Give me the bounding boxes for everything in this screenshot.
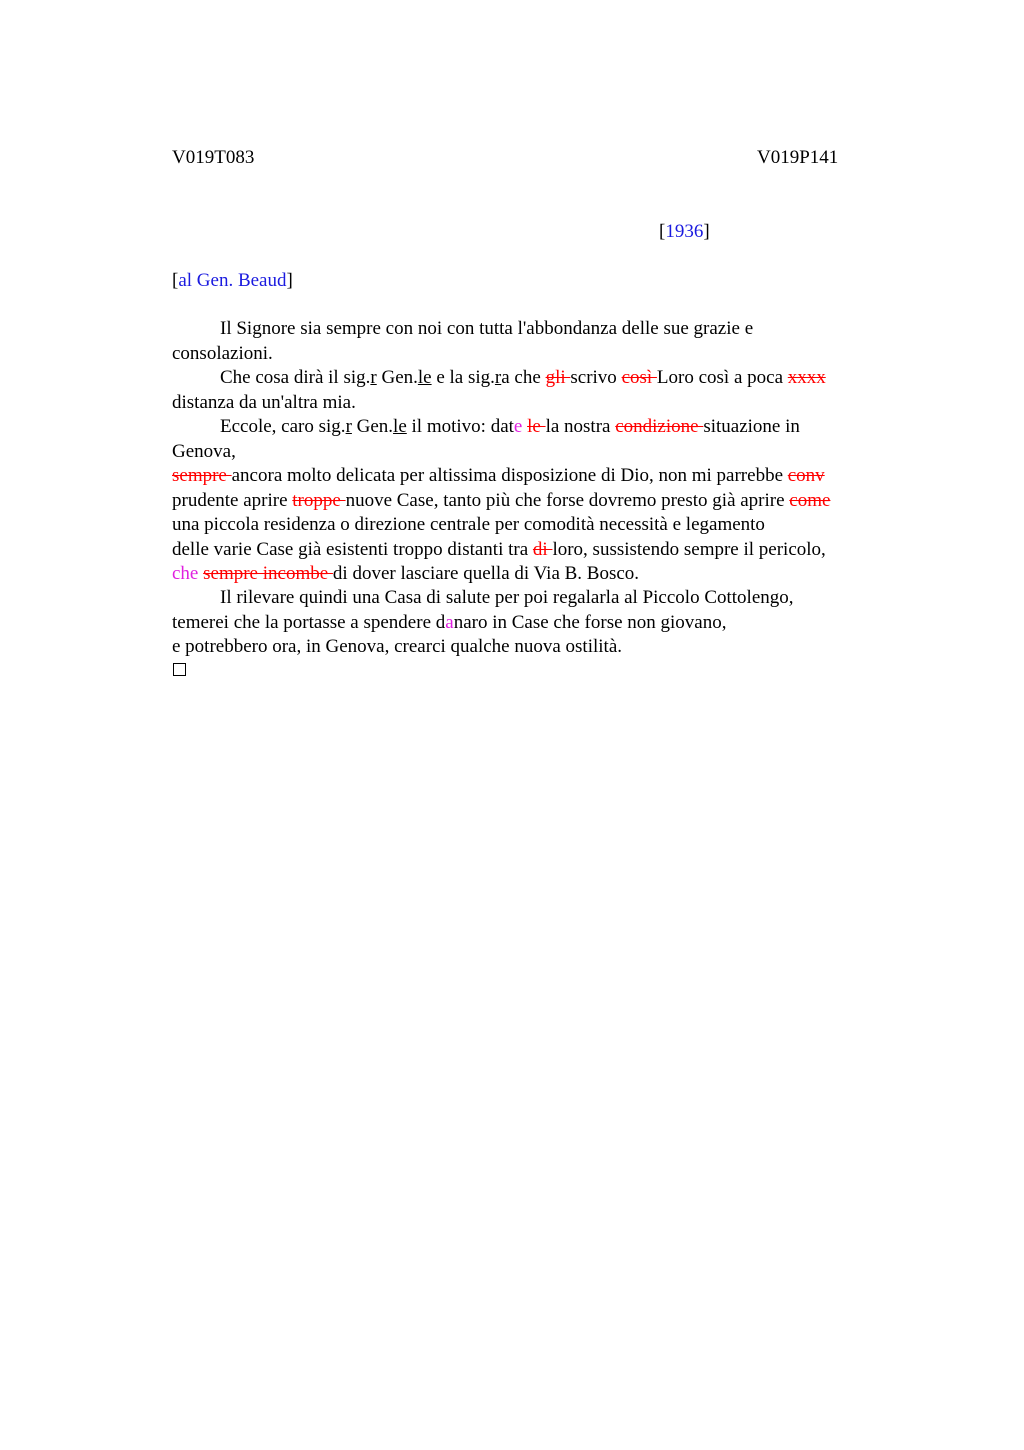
body-line-13: temerei che la portasse a spendere danaro in Case che forse non giovano,: [172, 612, 727, 633]
date-bracket: [1936]: [659, 221, 710, 242]
deleted-text: xxxx: [787, 367, 826, 388]
inserted-text: e: [513, 416, 523, 437]
deleted-text: di: [532, 539, 553, 560]
date-value: 1936: [665, 221, 704, 242]
end-square-icon: [173, 663, 186, 676]
deleted-text: sempre: [172, 465, 232, 486]
inserted-text: a: [445, 612, 454, 633]
body-line-8: prudente aprire troppe nuove Case, tanto più che forse dovremo presto già aprire come: [172, 490, 831, 511]
deleted-text: così: [621, 367, 657, 388]
body-line-6: Genova,: [172, 441, 236, 462]
recipient-value: al Gen. Beaud: [178, 270, 287, 291]
body-line-3: Che cosa dirà il sig.r Gen.le e la sig.ra che gli scrivo così Loro così a poca xxxx: [220, 367, 826, 388]
body-line-7: sempre ancora molto delicata per altissima disposizione di Dio, non mi parrebbe conv: [172, 465, 825, 486]
body-line-11: che sempre incombe di dover lasciare quella di Via B. Bosco.: [172, 563, 640, 584]
deleted-text: le: [527, 416, 546, 437]
body-line-14: e potrebbero ora, in Genova, crearci qualche nuova ostilità.: [172, 636, 623, 657]
body-line-5: Eccole, caro sig.r Gen.le il motivo: date le la nostra condizione situazione in: [220, 416, 800, 437]
deleted-text: troppe: [292, 490, 346, 511]
recipient: [al Gen. Beaud]: [172, 270, 293, 291]
inserted-text: che: [172, 563, 199, 584]
right-code: V019P141: [757, 147, 839, 168]
deleted-text: come: [789, 490, 831, 511]
deleted-text: gli: [545, 367, 571, 388]
body-line-1: Il Signore sia sempre con noi con tutta l'abbondanza delle sue grazie e: [220, 318, 754, 339]
deleted-text: conv: [787, 465, 825, 486]
body-line-9: una piccola residenza o direzione centrale per comodità necessità e legamento: [172, 514, 765, 535]
deleted-text: sempre incombe: [203, 563, 333, 584]
body-line-2: consolazioni.: [172, 343, 273, 364]
deleted-text: condizione: [615, 416, 704, 437]
body-line-4: distanza da un'altra mia.: [172, 392, 356, 413]
body-line-10: delle varie Case già esistenti troppo distanti tra di loro, sussistendo sempre il pericolo,: [172, 539, 826, 560]
left-code: V019T083: [172, 147, 255, 168]
body-line-12: Il rilevare quindi una Casa di salute per poi regalarla al Piccolo Cottolengo,: [220, 587, 794, 608]
